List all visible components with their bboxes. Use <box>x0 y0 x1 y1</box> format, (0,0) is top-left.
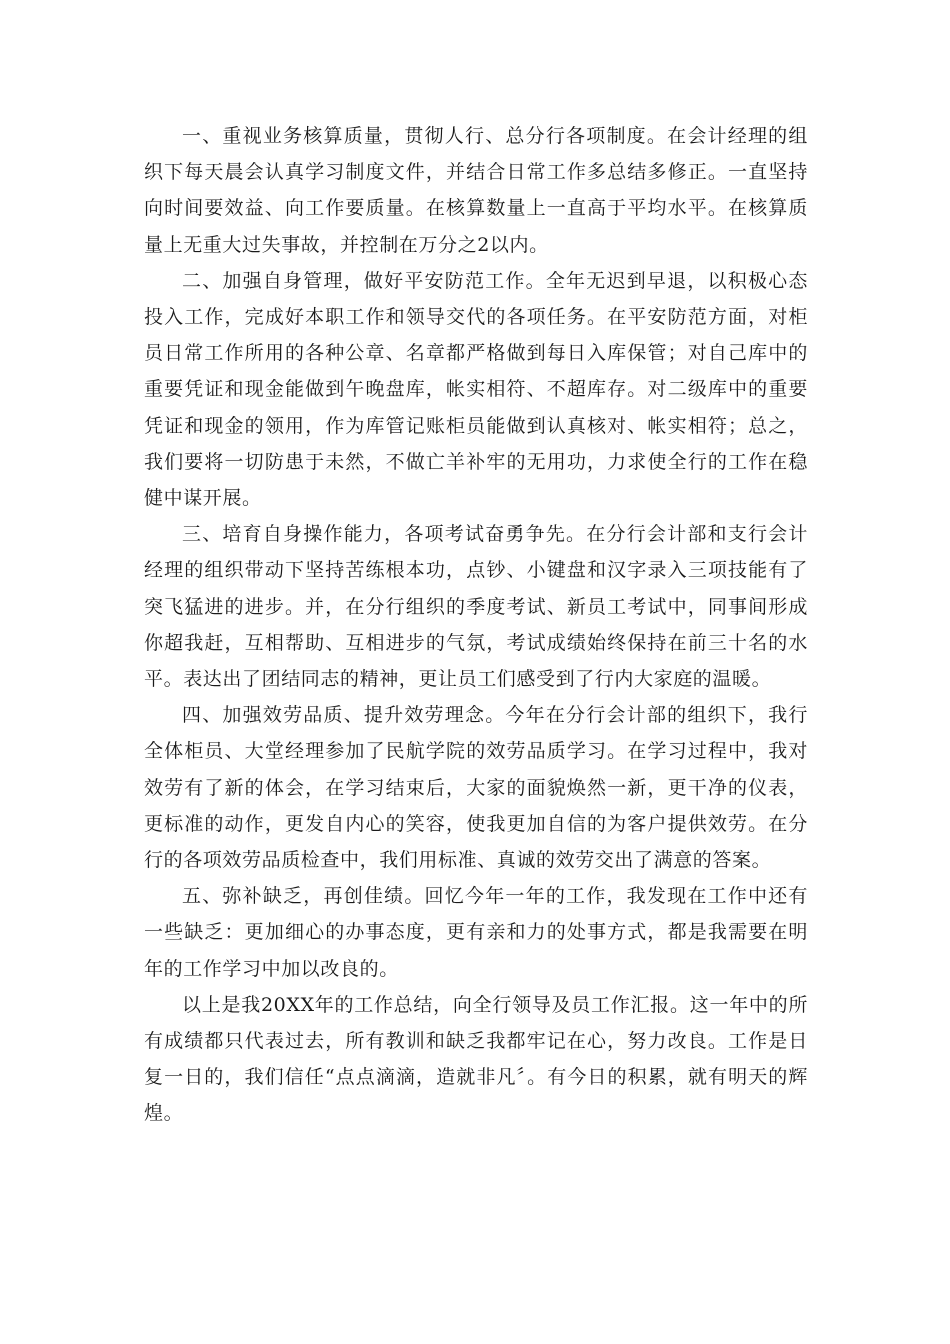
paragraph-4: 四、加强效劳品质、提升效劳理念。今年在分行会计部的组织下，我行全体柜员、大堂经理参加了民航学院的效劳品质学习。在学习过程中，我对效劳有了新的体会，在学习结束后，大家的面貌焕然一新，更干净的仪表，更标准的动作，更发自内心的笑容，使我更加自信的为客户提供效劳。在分行的各项效劳品质检查中，我们用标准、真诚的效劳交出了满意的答案。 <box>144 704 808 872</box>
paragraph-3: 三、培育自身操作能力，各项考试奋勇争先。在分行会计部和支行会计经理的组织带动下坚持苦练根本功，点钞、小键盘和汉字录入三项技能有了突飞猛进的进步。并，在分行组织的季度考试、新员工考试中，同事间形成你超我赶，互相帮助、互相进步的气氛，考试成绩始终保持在前三十名的水平。表达出了团结同志的精神，更让员工们感受到了行内大家庭的温暖。 <box>144 523 808 691</box>
paragraph-6: 以上是我20XX年的工作总结，向全行领导及员工作汇报。这一年中的所有成绩都只代表过去，所有教训和缺乏我都牢记在心，努力改良。工作是日复一日的，我们信任“点点滴滴，造就非凡〞。有今日的积累，就有明天的辉煌。 <box>144 993 808 1125</box>
paragraph-5: 五、弥补缺乏，再创佳绩。回忆今年一年的工作，我发现在工作中还有一些缺乏：更加细心的办事态度，更有亲和力的处事方式，都是我需要在明年的工作学习中加以改良的。 <box>144 885 808 980</box>
paragraph-2: 二、加强自身管理，做好平安防范工作。全年无迟到早退，以积极心态投入工作，完成好本职工作和领导交代的各项任务。在平安防范方面，对柜员日常工作所用的各种公章、名章都严格做到每日入库保管；对自己库中的重要凭证和现金能做到午晚盘库，帐实相符、不超库存。对二级库中的重要凭证和现金的领用，作为库管记账柜员能做到认真核对、帐实相符；总之，我们要将一切防患于未然，不做亡羊补牢的无用功，力求使全行的工作在稳健中谋开展。 <box>144 269 808 510</box>
document-body <box>144 118 808 1132</box>
paragraph-1: 一、重视业务核算质量，贯彻人行、总分行各项制度。在会计经理的组织下每天晨会认真学习制度文件，并结合日常工作多总结多修正。一直坚持向时间要效益、向工作要质量。在核算数量上一直高于平均水平。在核算质量上无重大过失事故，并控制在万分之2以内。 <box>144 125 808 256</box>
